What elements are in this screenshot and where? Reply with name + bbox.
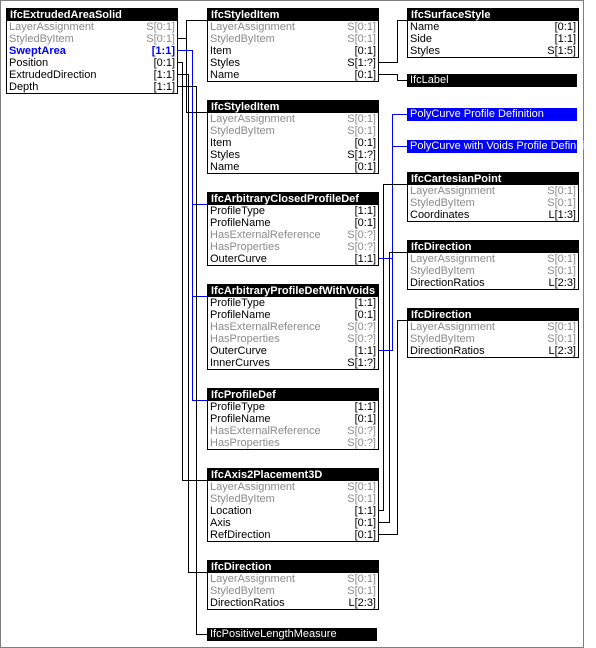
entity-ifc-direction[interactable] (207, 560, 379, 610)
attribute-cardinality: S[0:?] (347, 321, 376, 333)
attribute-name: Side (410, 33, 433, 45)
attribute-cardinality: S[0:?] (347, 229, 376, 241)
attribute-cardinality: S[0:1] (547, 185, 576, 197)
attribute-row[interactable] (208, 33, 378, 45)
attribute-cardinality: S[0:1] (347, 125, 376, 137)
attribute-cardinality: S[0:1] (347, 481, 376, 493)
entity-title[interactable]: IfcDirection (408, 309, 578, 321)
attribute-name: ProfileName (210, 309, 271, 321)
attribute-row[interactable] (208, 125, 378, 137)
attribute-name: OuterCurve (210, 253, 267, 265)
attribute-cardinality: S[0:1] (347, 113, 376, 125)
attribute-name: ProfileName (210, 413, 271, 425)
attribute-row[interactable] (408, 265, 578, 277)
attribute-name: OuterCurve (210, 345, 267, 357)
attribute-row[interactable] (408, 197, 578, 209)
attribute-cardinality: S[1:5] (547, 45, 576, 57)
attribute-name: StyledByItem (9, 33, 74, 45)
attribute-cardinality: L[1:3] (548, 209, 576, 221)
attribute-name: Coordinates (410, 209, 470, 221)
attribute-name: HasProperties (210, 437, 280, 449)
attribute-name: HasProperties (210, 333, 280, 345)
attribute-row[interactable] (408, 345, 578, 357)
attribute-row[interactable] (7, 57, 177, 69)
attribute-cardinality: [1:1] (354, 505, 376, 517)
entity-ifc-extrudedareasolid[interactable] (6, 8, 178, 94)
attribute-row[interactable] (208, 333, 378, 345)
attribute-name: DirectionRatios (210, 597, 285, 609)
attribute-cardinality: S[0:?] (347, 333, 376, 345)
attribute-row[interactable] (208, 585, 378, 597)
attribute-name: LayerAssignment (210, 573, 295, 585)
attribute-name: DirectionRatios (410, 345, 485, 357)
attribute-cardinality: S[0:?] (347, 241, 376, 253)
attribute-cardinality: [0:1] (354, 517, 376, 529)
link-refdirection (377, 321, 407, 535)
attribute-name: LayerAssignment (9, 21, 94, 33)
attribute-name: LayerAssignment (210, 481, 295, 493)
attribute-name: RefDirection (210, 529, 271, 541)
attribute-name: ProfileType (210, 297, 266, 309)
attribute-row[interactable] (208, 345, 378, 357)
attribute-cardinality: L[2:3] (548, 345, 576, 357)
attribute-name: HasExternalReference (210, 229, 321, 241)
entity-ifc-direction[interactable] (407, 240, 579, 290)
attribute-row[interactable] (7, 45, 177, 57)
attribute-cardinality: S[0:?] (347, 437, 376, 449)
attribute-name: Location (210, 505, 252, 517)
attribute-row[interactable] (7, 21, 177, 33)
attribute-row[interactable] (208, 69, 378, 81)
attribute-cardinality: S[1:?] (347, 357, 376, 369)
attribute-row[interactable] (208, 149, 378, 161)
attribute-cardinality: S[0:1] (347, 573, 376, 585)
attribute-cardinality: S[0:1] (347, 493, 376, 505)
attribute-name: ProfileName (210, 217, 271, 229)
attribute-name: StyledByItem (410, 333, 475, 345)
attribute-row[interactable] (408, 209, 578, 221)
attribute-name: Position (9, 57, 49, 69)
attribute-row[interactable] (408, 185, 578, 197)
attribute-row[interactable] (208, 57, 378, 69)
attribute-row[interactable] (208, 137, 378, 149)
entity-title[interactable]: IfcCartesianPoint (408, 173, 578, 185)
attribute-name: Styles (210, 57, 240, 69)
attribute-cardinality: S[0:1] (547, 333, 576, 345)
attribute-cardinality: L[2:3] (348, 597, 376, 609)
link-voids-curves (377, 147, 393, 351)
attribute-name: StyledByItem (410, 197, 475, 209)
attribute-row[interactable] (7, 81, 177, 93)
attribute-row[interactable] (408, 45, 578, 57)
attribute-name: ExtrudedDirection (9, 69, 97, 81)
attribute-row[interactable] (208, 45, 378, 57)
attribute-cardinality: S[0:1] (146, 21, 175, 33)
entity-title[interactable]: IfcStyledItem (208, 101, 378, 113)
attribute-cardinality: [1:1] (354, 205, 376, 217)
attribute-name: HasExternalReference (210, 321, 321, 333)
attribute-row[interactable] (208, 217, 378, 229)
attribute-row[interactable] (208, 401, 378, 413)
entity-ifc-direction[interactable] (407, 308, 579, 358)
attribute-name: Styles (210, 149, 240, 161)
attribute-name: ProfileType (210, 205, 266, 217)
attribute-cardinality: [1:1] (354, 253, 376, 265)
attribute-cardinality: S[1:?] (347, 57, 376, 69)
attribute-name: Depth (9, 81, 39, 93)
attribute-row[interactable] (208, 493, 378, 505)
attribute-cardinality: [0:1] (354, 137, 376, 149)
attribute-row[interactable] (208, 241, 378, 253)
entity-title[interactable]: IfcArbitraryProfileDefWithVoids (208, 285, 378, 297)
entity-title[interactable]: IfcExtrudedAreaSolid (7, 9, 177, 21)
attribute-name: LayerAssignment (410, 185, 495, 197)
attribute-row[interactable] (208, 253, 378, 265)
attribute-row[interactable] (208, 413, 378, 425)
attribute-cardinality: L[2:3] (548, 277, 576, 289)
attribute-row[interactable] (208, 309, 378, 321)
attribute-row[interactable] (408, 33, 578, 45)
attribute-name: Item (210, 137, 232, 149)
attribute-name: LayerAssignment (410, 253, 495, 265)
attribute-row[interactable] (208, 437, 378, 449)
attribute-name: Item (210, 45, 232, 57)
attribute-row[interactable] (208, 205, 378, 217)
attribute-cardinality: [1:1] (151, 45, 175, 57)
attribute-row[interactable] (7, 69, 177, 81)
link-name (377, 75, 407, 81)
attribute-name: Styles (410, 45, 440, 57)
attribute-cardinality: S[0:1] (547, 197, 576, 209)
link-sweptarea (177, 51, 207, 401)
entity-ifc-axis2placement3d[interactable] (207, 468, 379, 542)
attribute-cardinality: S[0:1] (547, 321, 576, 333)
attribute-cardinality: S[0:1] (146, 33, 175, 45)
attribute-row[interactable] (208, 357, 378, 369)
attribute-row[interactable] (208, 517, 378, 529)
attribute-name: StyledByItem (210, 493, 275, 505)
attribute-name: HasProperties (210, 241, 280, 253)
entity-ifc-styleditem[interactable] (207, 100, 379, 174)
attribute-cardinality: [0:1] (354, 309, 376, 321)
attribute-cardinality: [1:1] (354, 345, 376, 357)
attribute-cardinality: [1:1] (153, 69, 175, 81)
entity-ifc-styleditem[interactable] (207, 8, 379, 82)
attribute-name: Axis (210, 517, 231, 529)
entity-title[interactable]: IfcSurfaceStyle (408, 9, 578, 21)
reference-link[interactable]: PolyCurve Profile Definition (407, 108, 577, 121)
attribute-cardinality: [0:1] (153, 57, 175, 69)
entity-title[interactable]: IfcAxis2Placement3D (208, 469, 378, 481)
attribute-name: LayerAssignment (410, 321, 495, 333)
attribute-name: StyledByItem (210, 585, 275, 597)
attribute-cardinality: [0:1] (354, 69, 376, 81)
entity-ifc-surfacestyle[interactable] (407, 8, 579, 58)
attribute-cardinality: [0:1] (354, 45, 376, 57)
attribute-row[interactable] (408, 321, 578, 333)
attribute-name: Name (410, 21, 440, 33)
entity-title[interactable]: IfcArbitraryClosedProfileDef (208, 193, 378, 205)
attribute-cardinality: S[1:?] (347, 149, 376, 161)
attribute-cardinality: S[0:?] (347, 425, 376, 437)
entity-title[interactable]: IfcStyledItem (208, 9, 378, 21)
attribute-row[interactable] (408, 277, 578, 289)
attribute-row[interactable] (208, 529, 378, 541)
attribute-name: Name (210, 161, 240, 173)
reference-link[interactable]: PolyCurve with Voids Profile Definition (407, 140, 577, 153)
attribute-cardinality: [0:1] (354, 217, 376, 229)
attribute-name: SweptArea (9, 45, 66, 57)
type-tag[interactable]: IfcPositiveLengthMeasure (207, 628, 377, 641)
link-styles (377, 21, 407, 63)
attribute-row[interactable] (208, 113, 378, 125)
attribute-row[interactable] (408, 21, 578, 33)
entity-title[interactable]: IfcProfileDef (208, 389, 378, 401)
attribute-cardinality: S[0:1] (347, 585, 376, 597)
attribute-cardinality: [1:1] (554, 33, 576, 45)
attribute-row[interactable] (208, 425, 378, 437)
attribute-cardinality: [1:1] (153, 81, 175, 93)
attribute-row[interactable] (208, 481, 378, 493)
attribute-row[interactable] (208, 321, 378, 333)
attribute-cardinality: [0:1] (354, 413, 376, 425)
attribute-name: LayerAssignment (210, 21, 295, 33)
link-polycurve-defs (393, 115, 408, 147)
attribute-row[interactable] (208, 21, 378, 33)
attribute-cardinality: [0:1] (354, 529, 376, 541)
attribute-row[interactable] (208, 573, 378, 585)
attribute-name: StyledByItem (210, 125, 275, 137)
attribute-row[interactable] (208, 505, 378, 517)
attribute-name: ProfileType (210, 401, 266, 413)
attribute-row[interactable] (208, 161, 378, 173)
attribute-name: LayerAssignment (210, 113, 295, 125)
entity-title[interactable]: IfcDirection (208, 561, 378, 573)
attribute-cardinality: S[0:1] (347, 33, 376, 45)
attribute-name: Name (210, 69, 240, 81)
attribute-row[interactable] (208, 229, 378, 241)
attribute-row[interactable] (408, 253, 578, 265)
attribute-row[interactable] (7, 33, 177, 45)
link-styledbyitem (177, 21, 207, 39)
attribute-cardinality: [1:1] (354, 401, 376, 413)
attribute-cardinality: S[0:1] (347, 21, 376, 33)
attribute-name: StyledByItem (410, 265, 475, 277)
attribute-cardinality: [0:1] (554, 21, 576, 33)
attribute-cardinality: S[0:1] (547, 253, 576, 265)
entity-ifc-profiledef[interactable] (207, 388, 379, 450)
entity-ifc-cartesianpoint[interactable] (407, 172, 579, 222)
attribute-cardinality: [1:1] (354, 297, 376, 309)
attribute-name: StyledByItem (210, 33, 275, 45)
entity-ifc-arbitraryprofiledefwithvoids[interactable] (207, 284, 379, 370)
attribute-cardinality: S[0:1] (547, 265, 576, 277)
entity-title[interactable]: IfcDirection (408, 241, 578, 253)
attribute-row[interactable] (208, 597, 378, 609)
attribute-name: HasExternalReference (210, 425, 321, 437)
entity-ifc-arbitraryclosedprofiledef[interactable] (207, 192, 379, 266)
type-tag[interactable]: IfcLabel (407, 74, 577, 87)
attribute-row[interactable] (408, 333, 578, 345)
attribute-name: InnerCurves (210, 357, 270, 369)
attribute-row[interactable] (208, 297, 378, 309)
attribute-cardinality: [0:1] (354, 161, 376, 173)
attribute-name: DirectionRatios (410, 277, 485, 289)
